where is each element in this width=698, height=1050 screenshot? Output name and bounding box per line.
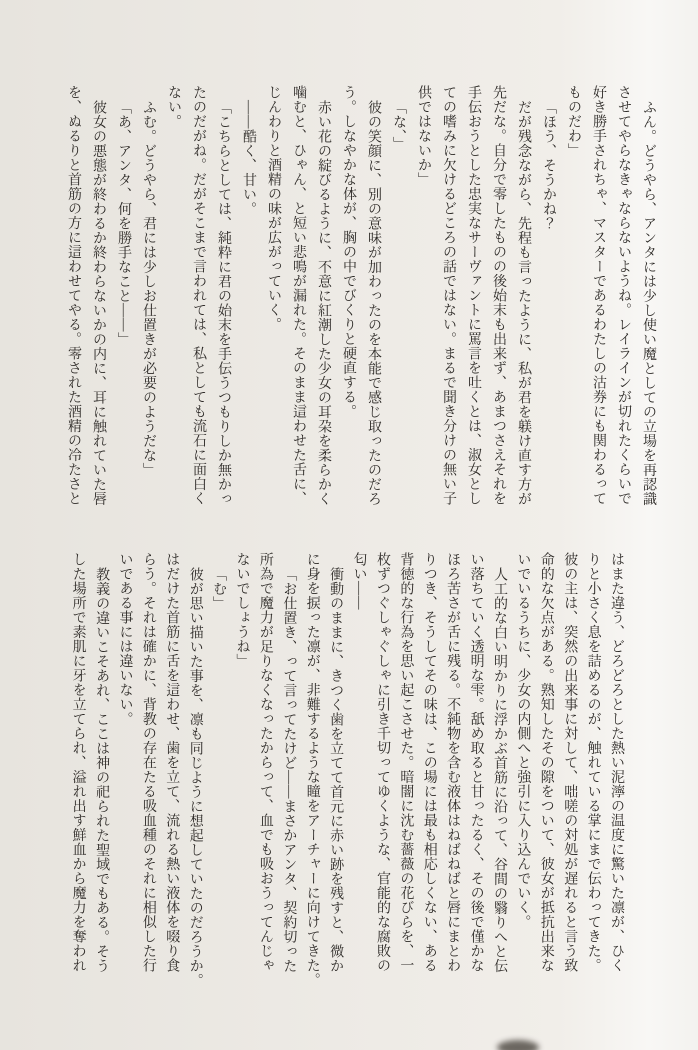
text-column: ものだわ」 [566,85,581,158]
text-column: 匂い―― [351,552,367,610]
text-column: 赤い花の綻びるように、不意に紅潮した少女の耳朶を柔らかく [316,99,331,506]
text-column: 彼の主は、突然の出来事に対して、咄嗟の対処が遅れると言う致 [562,552,578,973]
text-column: した場所で素肌に牙を立てられ、溢れ出す鮮血から魔力を奪われ [70,552,86,973]
text-column: 噛むと、ひゃん、と短い悲鳴が漏れた。そのまま這わせた舌に、 [291,85,306,506]
text-column: りつき、そうしてその味は、この場には最も相応しくない、ある [421,552,437,973]
text-column: いでいるうちに、少女の内側へと強引に入り込んでいく。 [515,552,531,929]
text-column: ほろ苦さが舌に残る。不純物を含む液体はねばねばと唇にまとわ [445,552,461,973]
text-column: はまた違う、どろどろとした熱い泥濘の温度に驚いた凛が、ひく [609,552,624,973]
scan-smudge-artifact [497,1040,539,1050]
text-column: に身を捩った凛が、非難するような瞳をアーチャーに向けてきた。 [304,552,320,987]
text-column: ――酷く、甘い。 [241,99,256,216]
text-column: 彼女の悪態が終わるか終わらないかの内に、耳に触れていた唇 [91,99,106,506]
text-column: 「む」 [211,566,227,610]
text-column: じんわりと酒精の味が広がっていく。 [266,85,281,332]
text-column: 人工的な白い明かりに浮かぶ首筋に沿って、谷間の翳りへと伝 [491,566,507,973]
text-column: らう。それは確かに、背教の存在たる吸血種のそれに相似した行 [140,552,156,973]
text-column: 彼の笑顔に、別の意味が加わったのを本能で感じ取ったのだろ [366,99,381,506]
text-column: 枚ずつぐしゃぐしゃに引き千切ってゆくような、官能的な腐敗の [374,552,390,973]
text-column: だが残念ながら、先程も言ったように、私が君を躾け直す方が [516,99,531,506]
text-column: ない。 [166,85,181,129]
text-column: ふん。どうやら、アンタには少し使い魔としての立場を再認識 [641,99,656,506]
text-column: 背徳的な行為を思い起こさせた。暗闇に沈む薔薇の花びらを、一 [398,552,414,973]
text-block-top [61,85,661,533]
text-column: たのだがね。だがそこまで言われては、私としても流石に面白く [191,85,206,506]
text-column: 「お仕置き、って言ってたけど――まさかアンタ、契約切った [281,566,297,973]
text-column: 彼が思い描いた事を、凛も同じように想起していたのだろうか。 [187,566,203,987]
text-column: 衝動のままに、きつく歯を立てて首元に赤い跡を残すと、微か [328,566,344,973]
text-column: い落ちていく透明な雫。舐め取ると甘ったるく、その後で僅かな [468,552,484,973]
text-column: 供ではないか」 [416,85,431,187]
text-column: 教義の違いこそあれ、ここは神の祀られた聖域でもある。そう [94,566,110,973]
text-column: ないでしょうね」 [234,552,250,668]
text-column: 好き勝手されちゃ、マスターであるわたしの沽券にも関わるって [591,85,606,506]
text-block-bottom [66,552,628,1014]
text-column: う。しなやかな体が、胸の中でびくりと硬直する。 [341,85,356,419]
text-column: ての嗜みに欠けるどころの話ではない。まるで聞き分けの無い子 [441,85,456,506]
text-column: 「な、」 [391,99,406,151]
text-column: いである事には違いない。 [117,552,133,726]
text-column: 「あ、アンタ、何を勝手なこと――」 [116,99,131,346]
text-column: 所為で魔力が足りなくなったからって、血でも吸おうってんじゃ [257,552,273,973]
text-column: させてやらなきゃならないようね。レイラインが切れたくらいで [616,85,631,506]
text-column: ふむ。どうやら、君には少しお仕置きが必要のようだな」 [141,99,156,477]
text-column: 先だな。自分で零したものの後始末も出来ず、あまつさえそれを [491,85,506,506]
text-column: 手伝おうとした忠実なサーヴァントに罵言を吐くとは、淑女とし [466,85,481,506]
text-column: 「ほう、そうかね？ [541,99,556,230]
text-column: を、ぬるりと首筋の方に這わせてやる。零された酒精の冷たさと [66,85,81,506]
text-column: りと小さく息を詰めるのが、触れている掌にまで伝わってきた。 [585,552,601,973]
text-column: はだけた首筋に舌を這わせ、歯を立て、流れる熱い液体を啜り食 [164,552,180,973]
text-column: 命的な欠点がある。熟知したその隙をついて、彼女が抵抗出来な [538,552,554,973]
text-column: 「こちらとしては、純粋に君の始末を手伝うつもりしか無かっ [216,99,231,506]
